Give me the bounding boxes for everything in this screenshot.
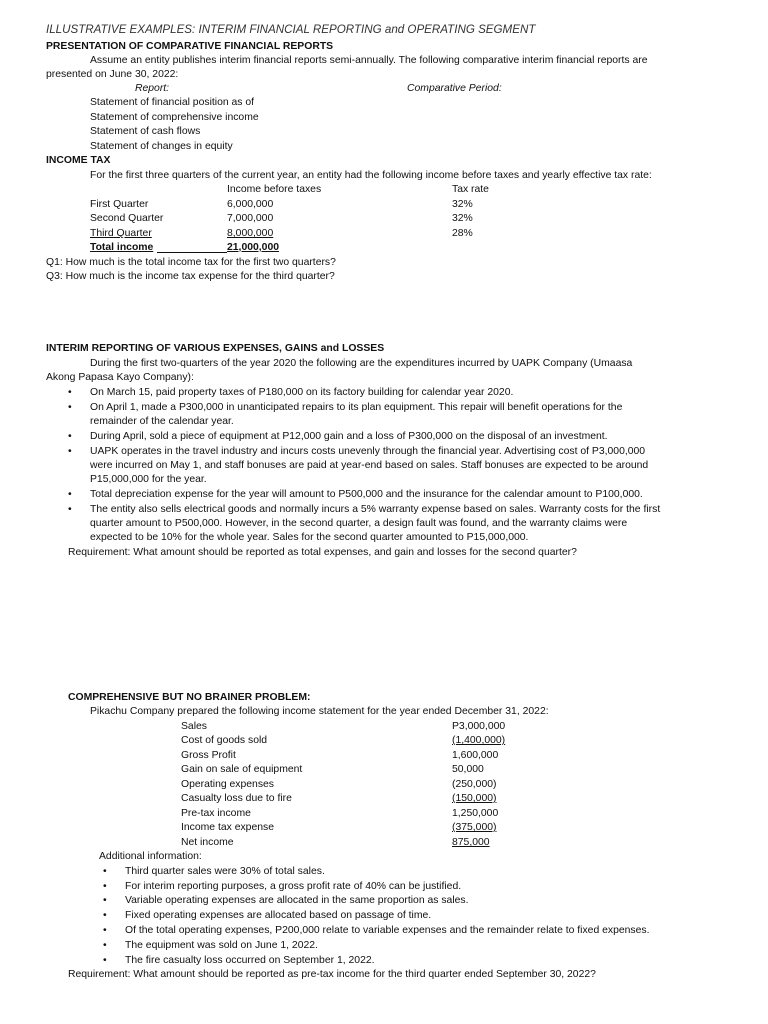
bullet-item: • On April 1, made a P300,000 in unanticipated repairs to its plan equipment. This repair will benefit operations for the	[90, 401, 622, 414]
statement-label: Sales	[181, 721, 207, 732]
question-q1: Q1: How much is the total income tax for the first two quarters?	[46, 257, 336, 268]
bullet-item: • Fixed operating expenses are allocated based on passage of time.	[125, 909, 431, 922]
paragraph-line: Akong Papasa Kayo Company):	[46, 372, 194, 383]
statement-value: P3,000,000	[452, 721, 506, 732]
statement-label: Gross Profit	[181, 750, 236, 761]
section-heading-comprehensive: COMPREHENSIVE BUT NO BRAINER PROBLEM:	[68, 692, 311, 703]
report-item: Statement of cash flows	[90, 126, 201, 137]
column-header-tax-rate: Tax rate	[452, 184, 489, 195]
quarter-tax-rate: 32%	[452, 213, 473, 224]
paragraph-line: For the first three quarters of the current year, an entity had the following income before taxes and yearly effective tax rate:	[90, 170, 652, 181]
report-item: Statement of comprehensive income	[90, 112, 259, 123]
column-header-income: Income before taxes	[227, 184, 322, 195]
section-heading-income-tax: INCOME TAX	[46, 155, 111, 166]
statement-value: (1,400,000)	[452, 735, 506, 746]
bullet-item: • On March 15, paid property taxes of P180,000 on its factory building for calendar year 2020.	[90, 386, 513, 399]
statement-value: 50,000	[452, 764, 484, 775]
report-item: Statement of financial position as of	[90, 97, 255, 108]
column-header-report: Report:	[135, 83, 170, 94]
bullet-item: • UAPK operates in the travel industry and incurs costs unevenly through the financial year. Advertising cost of P3,000,000	[90, 445, 645, 458]
statement-label: Pre-tax income	[181, 808, 251, 819]
quarter-income: 7,000,000	[227, 213, 274, 224]
paragraph-line: Pikachu Company prepared the following income statement for the year ended December 31, 2022:	[90, 706, 549, 717]
statement-label: Gain on sale of equipment	[181, 764, 303, 775]
statement-label: Net income	[181, 837, 234, 848]
bullet-item: • Of the total operating expenses, P200,000 relate to variable expenses and the remainder relate to fixed expenses.	[125, 924, 649, 937]
paragraph-line: During the first two-quarters of the year 2020 the following are the expenditures incurred by UAPK Company (Umaasa	[90, 358, 633, 369]
bullet-item: • Third quarter sales were 30% of total sales.	[125, 865, 325, 878]
bullet-continuation: remainder of the calendar year.	[90, 416, 234, 427]
bullet-item: • The fire casualty loss occurred on September 1, 2022.	[125, 954, 375, 967]
quarter-label: Second Quarter	[90, 213, 164, 224]
quarter-income: 6,000,000	[227, 199, 274, 210]
quarter-tax-rate: 32%	[452, 199, 473, 210]
requirement-text: Requirement: What amount should be reported as pre-tax income for the third quarter ended September 30, 2022?	[68, 969, 596, 980]
statement-label: Cost of goods sold	[181, 735, 268, 746]
bullet-item: • For interim reporting purposes, a gross profit rate of 40% can be justified.	[125, 880, 461, 893]
requirement-text: Requirement: What amount should be reported as total expenses, and gain and losses for the second quarter?	[68, 547, 577, 558]
bullet-item: • During April, sold a piece of equipment at P12,000 gain and a loss of P300,000 on the disposal of an investment.	[90, 430, 608, 443]
total-underline	[157, 252, 227, 253]
section-heading-presentation: PRESENTATION OF COMPARATIVE FINANCIAL REPORTS	[46, 41, 334, 52]
statement-value: 1,250,000	[452, 808, 499, 819]
report-item: Statement of changes in equity	[90, 141, 233, 152]
column-header-comparative-period: Comparative Period:	[407, 83, 502, 94]
section-heading-interim: INTERIM REPORTING OF VARIOUS EXPENSES, GAINS and LOSSES	[46, 343, 385, 354]
bullet-item: • The entity also sells electrical goods and normally incurs a 5% warranty expense based on sales. Warranty costs for the first	[90, 503, 660, 516]
paragraph-line: Assume an entity publishes interim financial reports semi-annually. The following comparative interim financial reports are	[90, 55, 648, 66]
statement-label: Casualty loss due to fire	[181, 793, 292, 804]
statement-value: (150,000)	[452, 793, 497, 804]
statement-value: (250,000)	[452, 779, 497, 790]
bullet-item: • Variable operating expenses are allocated in the same proportion as sales.	[125, 894, 468, 907]
statement-value: 1,600,000	[452, 750, 499, 761]
quarter-label: Third Quarter	[90, 228, 152, 239]
statement-label: Operating expenses	[181, 779, 274, 790]
total-income-label: Total income	[90, 242, 154, 253]
statement-value: (375,000)	[452, 822, 497, 833]
total-income-value: 21,000,000	[227, 242, 280, 253]
paragraph-line: presented on June 30, 2022:	[46, 69, 179, 80]
question-q3: Q3: How much is the income tax expense for the third quarter?	[46, 271, 335, 282]
bullet-continuation: quarter amount to P500,000. However, in the second quarter, a design fault was found, and the warranty claims were	[90, 518, 628, 529]
bullet-continuation: P15,000,000 for the year.	[90, 474, 207, 485]
quarter-label: First Quarter	[90, 199, 149, 210]
bullet-continuation: were incurred on May 1, and staff bonuses are paid at year-end based on sales. Staff bonuses are expected to be around	[90, 460, 649, 471]
bullet-item: • Total depreciation expense for the year will amount to P500,000 and the insurance for the calendar amount to P100,000.	[90, 488, 643, 501]
additional-info-label: Additional information:	[99, 851, 202, 862]
quarter-income: 8,000,000	[227, 228, 274, 239]
quarter-tax-rate: 28%	[452, 228, 473, 239]
bullet-continuation: expected to be 10% for the whole year. Sales for the second quarter amounted to P15,000,000.	[90, 532, 529, 543]
statement-value: 875,000	[452, 837, 490, 848]
bullet-item: • The equipment was sold on June 1, 2022.	[125, 939, 318, 952]
document-title: ILLUSTRATIVE EXAMPLES: INTERIM FINANCIAL REPORTING and OPERATING SEGMENT	[46, 23, 536, 36]
statement-label: Income tax expense	[181, 822, 274, 833]
